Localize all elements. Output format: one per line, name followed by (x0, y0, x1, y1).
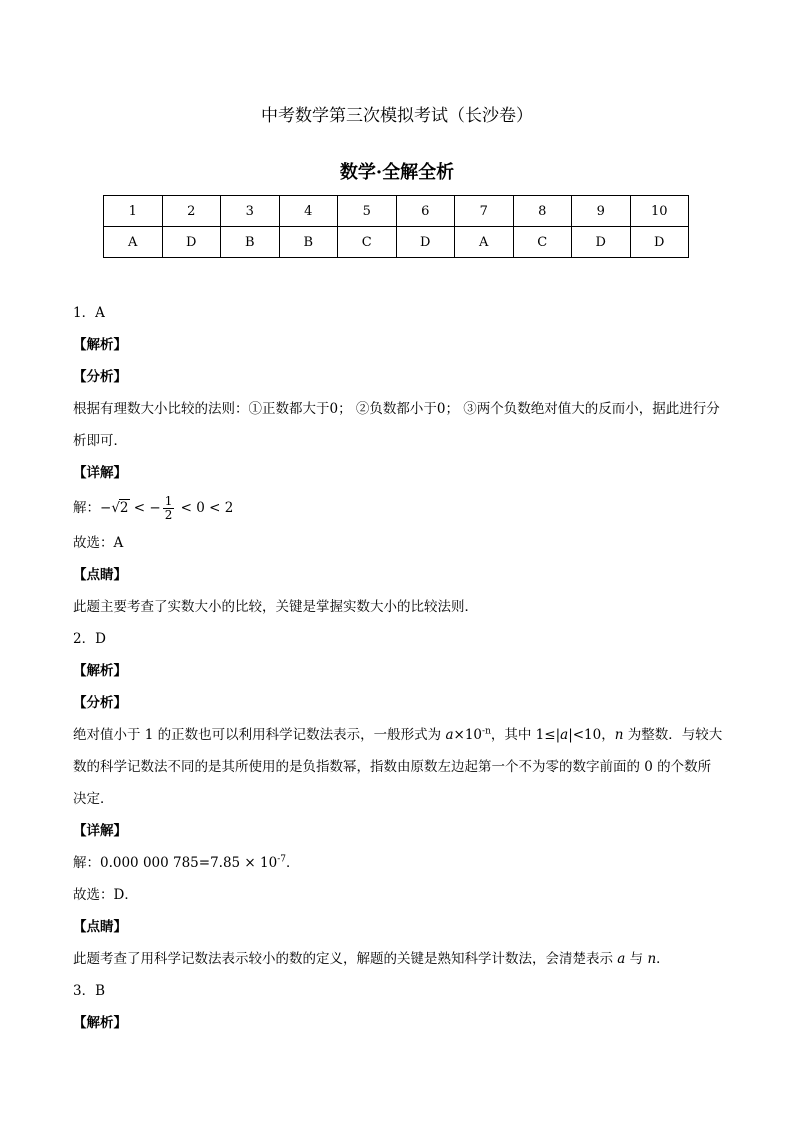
answer-cell: A (104, 227, 163, 258)
q2-comment-var-a: a (617, 951, 626, 967)
answer-table-number-row (104, 196, 689, 227)
q1-analysis: 根据有理数大小比较的法则：①正数都大于0； ②负数都小于0； ③两个负数绝对值大的反而小，据此进行分析即可． (73, 401, 720, 449)
q2-solution-exponent: -7 (277, 854, 286, 865)
q2-solution (73, 847, 723, 879)
q2-comment-var-n: n (647, 951, 657, 967)
fraction-numerator: 1 (164, 494, 173, 508)
question-number-cell: 6 (396, 196, 455, 227)
answer-cell: D (572, 227, 631, 258)
q2-solution-part-b: ． (286, 855, 300, 871)
q1-solution-lt: < − (129, 500, 161, 516)
solutions-body (73, 297, 723, 1039)
q1-solution-fraction (163, 495, 175, 522)
q2-comment-end: ． (656, 951, 670, 967)
q1-jiexi-label: 【解析】 (73, 337, 127, 353)
q2-analysis-var-n: n (614, 727, 624, 743)
answer-cell: A (455, 227, 514, 258)
q1-solution (73, 489, 723, 527)
question-number-cell: 10 (630, 196, 689, 227)
answer-cell: D (162, 227, 221, 258)
page-title: 中考数学第三次模拟考试（长沙卷） (261, 106, 533, 126)
q2-fenxi-label: 【分析】 (73, 695, 127, 711)
q2-comment-part-a: 此题考查了用科学记数法表示较小的数的定义，解题的关键是熟知科学计数法，会清楚表示 (73, 951, 618, 967)
answer-cell: C (338, 227, 397, 258)
q1-xiangjie-label: 【详解】 (73, 465, 127, 481)
q2-xiangjie-label: 【详解】 (73, 823, 127, 839)
q2-analysis-var-a2: a (560, 727, 569, 743)
question-number-cell: 8 (513, 196, 572, 227)
q1-heading: 1．A (73, 305, 105, 321)
q2-analysis-exponent: -n (482, 726, 491, 737)
question-number-cell: 4 (279, 196, 338, 227)
page-subtitle: 数学·全解全析 (339, 162, 455, 183)
q2-comment (73, 943, 723, 975)
answer-cell: D (630, 227, 689, 258)
q3-heading: 3．B (73, 983, 106, 999)
question-number-cell: 2 (162, 196, 221, 227)
q1-comment: 此题主要考查了实数大小的比较，关键是掌握实数大小的比较法则． (73, 599, 478, 615)
answer-cell: B (279, 227, 338, 258)
fraction-denominator: 2 (164, 508, 173, 522)
answer-cell: D (396, 227, 455, 258)
question-number-cell: 3 (221, 196, 280, 227)
q1-fenxi-label: 【分析】 (73, 369, 127, 385)
q3-jiexi-label: 【解析】 (73, 1015, 127, 1031)
q1-dianjing-label: 【点睛】 (73, 567, 127, 583)
question-number-cell: 7 (455, 196, 514, 227)
q2-comment-mid: 与 (625, 951, 648, 967)
q2-analysis (73, 719, 723, 815)
q2-solution-part-a: 解：0.000 000 785=7.85 × 10 (73, 855, 278, 871)
q2-jiexi-label: 【解析】 (73, 663, 127, 679)
q2-analysis-part-c: |<10， (568, 727, 615, 743)
question-number-cell: 5 (338, 196, 397, 227)
q1-solution-radicand: 2 (119, 500, 129, 516)
q1-solution-rest: < 0 < 2 (176, 500, 234, 516)
q2-analysis-var-a: a (445, 727, 454, 743)
answer-cell: C (513, 227, 572, 258)
q1-solution-prefix: 解： (73, 500, 100, 516)
answer-cell: B (221, 227, 280, 258)
q2-choice: 故选：D． (73, 887, 138, 903)
q2-analysis-part-a: 绝对值小于 1 的正数也可以利用科学记数法表示，一般形式为 (73, 727, 446, 743)
q1-solution-neg: − (100, 500, 112, 516)
q2-analysis-part-d: 为整数．与较大数的科学记数法不同的是其所使用的是负指数幂，指数由原数左边起第一个不为零的数字前面的 0 的个数所决定． (73, 727, 723, 807)
q2-dianjing-label: 【点睛】 (73, 919, 127, 935)
question-number-cell: 9 (572, 196, 631, 227)
answer-table (103, 195, 689, 258)
answer-table-answer-row (104, 227, 689, 258)
q2-analysis-times: ×10 (453, 727, 483, 743)
sqrt-symbol-icon: √ (111, 500, 120, 516)
q2-heading: 2．D (73, 631, 106, 647)
question-number-cell: 1 (104, 196, 163, 227)
q2-analysis-part-b: ，其中 1≤| (490, 727, 561, 743)
q1-choice: 故选：A (73, 535, 124, 551)
